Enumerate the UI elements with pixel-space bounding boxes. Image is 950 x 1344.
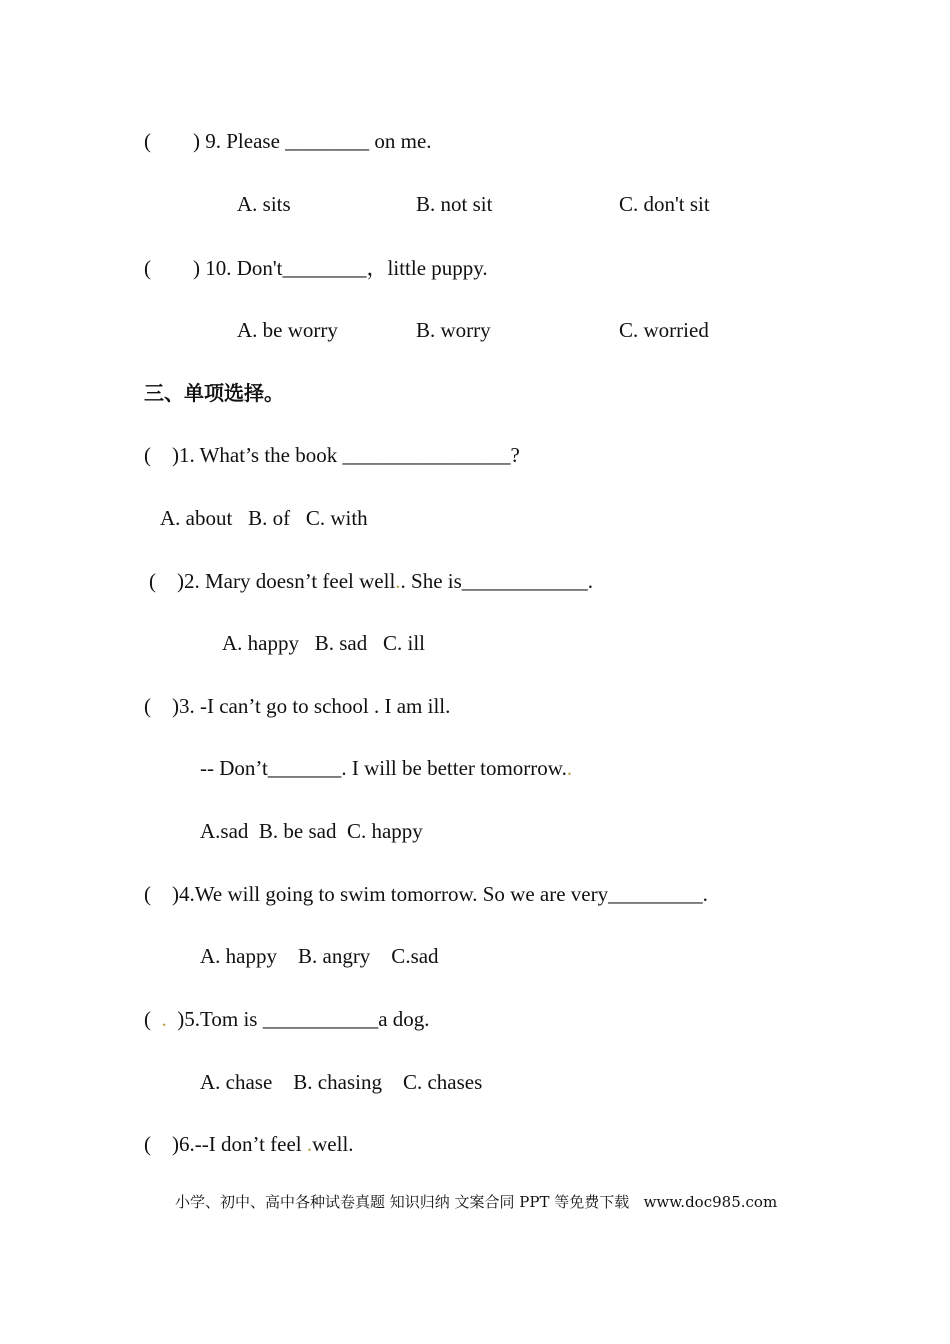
question-9-option-b: B. not sit (416, 192, 493, 216)
question-10-option-a: A. be worry (237, 318, 338, 342)
mark-dot: . (566, 756, 573, 780)
question-10-stem: ( ) 10. Don't________，little puppy. (144, 256, 488, 280)
mc-question-5-stem: ( . )5.Tom is ___________a dog. (144, 1007, 430, 1031)
mc-question-5-options: A. chase B. chasing C. chases (200, 1070, 483, 1094)
question-9-stem: ( ) 9. Please ________ on me. (144, 129, 432, 153)
mc-question-3-stem: ( )3. -I can’t go to school . I am ill. (144, 694, 451, 718)
mc-question-2-options: A. happy B. sad C. ill (222, 631, 425, 655)
question-10-option-b: B. worry (416, 318, 491, 342)
mc-question-1-stem: ( )1. What’s the book ________________? (144, 443, 520, 467)
mc-question-2-stem: ( )2. Mary doesn’t feel well.. She is____________. (149, 569, 594, 593)
mark-dot: . (161, 1007, 167, 1031)
mark-dot: . (395, 569, 401, 593)
mc-question-6-stem: ( )6.--I don’t feel .well. (144, 1132, 354, 1156)
mc-question-3-reply: -- Don’t_______. I will be better tomorrow.. (200, 756, 573, 780)
mc-question-4-stem: ( )4.We will going to swim tomorrow. So we are very_________. (144, 882, 708, 906)
section-title: 三、单项选择。 (144, 381, 284, 405)
question-9-option-c: C. don't sit (619, 192, 710, 216)
mark-dot: . (306, 1132, 313, 1156)
page-footer: 小学、初中、高中各种试卷真题 知识归纳 文案合同 PPT 等免费下载 www.doc985.com (175, 1193, 778, 1211)
mc-question-4-options: A. happy B. angry C.sad (200, 944, 439, 968)
question-9-option-a: A. sits (237, 192, 291, 216)
question-10-option-c: C. worried (619, 318, 709, 342)
mc-question-1-options: A. about B. of C. with (160, 506, 368, 530)
mc-question-3-options: A.sad B. be sad C. happy (200, 819, 423, 843)
